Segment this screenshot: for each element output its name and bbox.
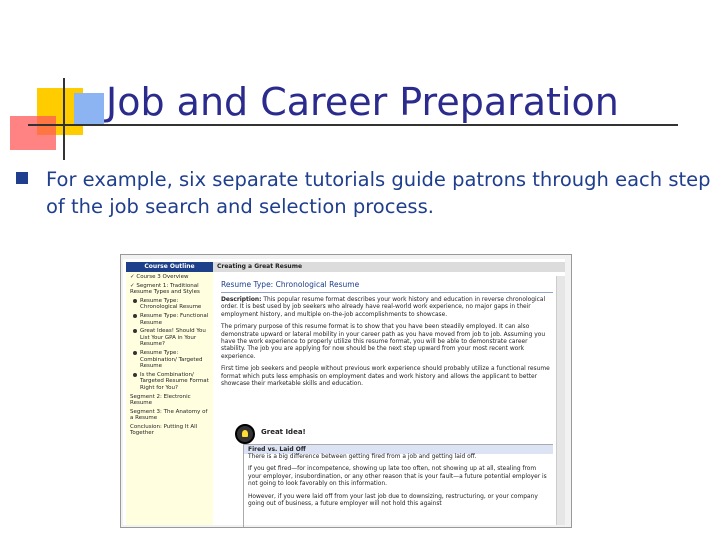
bullet-text: For example, six separate tutorials guide patrons through each step of the job search and selection process. <box>46 168 711 218</box>
bullet-square-icon <box>16 172 28 184</box>
sidebar-item-combination-right[interactable]: Is the Combination/ Targeted Resume Format Right for You? <box>140 372 211 392</box>
title-rule <box>221 292 553 293</box>
main-panel <box>213 262 565 525</box>
description-text: This popular resume format describes your work history and education in reverse chronological order. It is best used by job seekers who already have real-world work experience, no major gaps in their employment history, and multiple on-the-job accomplishments to showcase. <box>221 297 546 318</box>
lightbulb-icon <box>235 424 255 444</box>
resume-type-title: Resume Type: Chronological Resume <box>221 280 360 289</box>
decor-square-red <box>10 116 56 150</box>
tip-body <box>244 454 553 508</box>
sidebar-item-conclusion[interactable]: Conclusion: Putting It All Together <box>130 423 198 437</box>
sidebar-item-segment2[interactable]: Segment 2: Electronic Resume <box>130 393 191 407</box>
decor-vertical-line <box>63 78 65 160</box>
tip-line-1: There is a big difference between getting fired from a job and getting laid off. <box>248 454 477 460</box>
scrollbar[interactable] <box>556 276 565 525</box>
tutorial-screenshot <box>120 254 572 528</box>
sidebar-item-segment1[interactable]: ✓ Segment 1: Traditional Resume Types and Styles <box>130 282 200 296</box>
sidebar-header: Course Outline <box>126 262 213 272</box>
tip-heading <box>244 445 553 454</box>
content-area <box>221 276 553 525</box>
description-paragraph <box>221 297 553 319</box>
sidebar-item-gpa[interactable]: Great Ideas! Should You List Your GPA in Your Resume? <box>140 328 211 348</box>
description-label: Description: <box>221 297 262 303</box>
sidebar-item-overview[interactable]: ✓ Course 3 Overview <box>130 274 189 280</box>
sidebar-item-segment3[interactable]: Segment 3: The Anatomy of a Resume <box>130 408 208 422</box>
sidebar-item-combination[interactable]: Resume Type: Combination/ Targeted Resume <box>140 350 211 370</box>
slide-title: Job and Career Preparation <box>106 80 619 124</box>
decor-square-blue <box>74 93 104 125</box>
great-idea-tip <box>221 422 553 528</box>
course-outline-sidebar <box>126 262 214 525</box>
purpose-paragraph: The primary purpose of this resume format is to show that you have been steadily employed. It can also demonstrate upward or lateral mobility in your career path as you have moved from job to job. Assuming you have the work experience to properly utilize this resume format, you will be able to demonstrate career stability. The job you are applying for now should be the next step upward from your most recent work experience. <box>221 324 546 360</box>
tip-heading-text: Fired vs. Laid Off <box>248 446 306 453</box>
decor-horizontal-line <box>28 124 678 126</box>
tip-title: Great Idea! <box>261 428 306 436</box>
main-header: Creating a Great Resume <box>213 262 565 272</box>
tip-line-2: If you get fired—for incompetence, showing up late too often, not showing up at all, stealing from your employer, insubordination, or any other reason that is your fault—a future potential employer is not going to look favorably on this information. <box>248 466 547 488</box>
sidebar-item-functional[interactable]: Resume Type: Functional Resume <box>140 313 211 326</box>
tip-line-3: However, if you were laid off from your last job due to downsizing, restructuring, or your company going out of business, a future employer will not hold this against <box>248 493 538 508</box>
first-time-paragraph: First time job seekers and people without previous work experience should probably utilize a functional resume format which puts less emphasis on employment dates and work history and allows the applicant to better showcase their marketable skills and education. <box>221 366 550 388</box>
sidebar-item-chronological[interactable]: Resume Type: Chronological Resume <box>140 298 211 311</box>
tip-box <box>243 444 553 528</box>
screenshot-window <box>123 259 565 525</box>
